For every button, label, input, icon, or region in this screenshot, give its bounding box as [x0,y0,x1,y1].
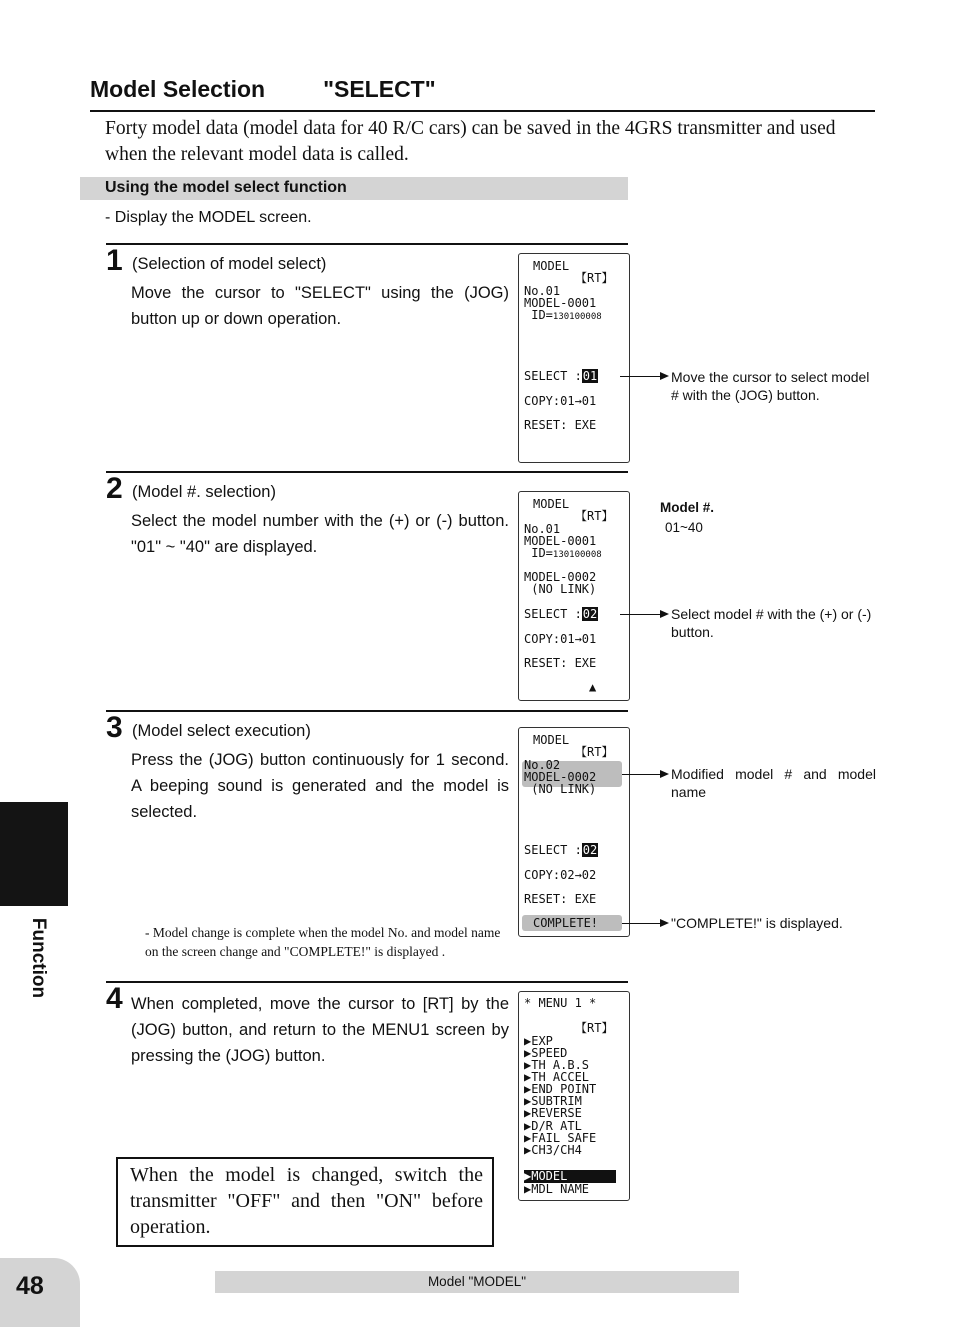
step-2-number: 2 [106,472,123,505]
lcd3-line-select [524,844,598,857]
callout-3-arrow [660,770,669,778]
lcd2-line-model: MODEL [533,497,570,511]
callout-2-text: Select model # with the (+) or (-) button. [671,606,872,640]
lcd2-line-copy: COPY:01→01 [524,632,597,646]
callout-4-line [622,923,663,924]
lcd1-line-select [524,370,598,383]
lcd2-select-label: SELECT : [524,607,582,621]
footer-text: Model "MODEL" [427,1274,527,1289]
callout-1-text: Move the cursor to select model # with the (JOG) button. [671,369,870,403]
lcd4-menu-item-fail-safe: ▶FAIL SAFE [524,1131,597,1145]
lcd3-line-modelname: MODEL-0002 [524,770,597,784]
side-section-label: Function [28,917,49,999]
lcd1-select-label: SELECT : [524,369,582,383]
step-3-rule [106,710,628,712]
lcd-screen-4 [518,991,630,1201]
step-3-number: 3 [106,711,123,744]
callout-1-line [620,376,663,377]
warning-box [116,1157,494,1247]
lcd4-line-rt: 【RT】 [575,1021,614,1035]
lcd1-line-model: MODEL [533,259,570,273]
title-text: Model Selection [90,76,266,102]
callout-4-text: "COMPLETE!" is displayed. [671,915,843,931]
step-2-body: Select the model number with the (+) or (-) button. "01" ~ "40" are displayed. [131,512,509,556]
lcd2-id-label: ID= [524,546,553,560]
lcd3-line-complete: COMPLETE! [533,916,599,930]
lcd4-menu-item-speed: ▶SPEED [524,1046,568,1060]
lcd2-line-id [524,547,602,562]
lcd3-line-no: No.02 [524,758,561,772]
step-2-heading: (Model #. selection) [132,483,276,501]
section-heading: Using the model select function [105,179,347,196]
lcd3-line-reset: RESET: EXE [524,892,597,906]
lcd2-id-value: 130100008 [552,550,602,560]
lcd1-id-value: 130100008 [552,312,602,322]
lcd1-line-rt: 【RT】 [575,271,614,285]
lcd-screen-2 [518,491,630,701]
lcd1-line-no: No.01 [524,284,561,298]
lcd2-line-select [524,608,598,621]
page-number: 48 [16,1272,44,1300]
lcd1-line-copy: COPY:01→01 [524,394,597,408]
lcd-screen-1 [518,253,630,463]
lcd4-line-menu-title: * MENU 1 * [524,996,597,1010]
side-tab-marker [0,802,68,906]
warning-text: When the model is changed, switch the transmitter "OFF" and then "ON" before operation. [130,1164,483,1238]
model-number-label: Model #. [660,500,715,515]
lcd4-menu-item-end-point: ▶END POINT [524,1082,597,1096]
section-heading-bar [80,177,628,200]
lcd4-menu-item-subtrim: ▶SUBTRIM [524,1094,582,1108]
step-4-body: When completed, move the cursor to [RT] by the (JOG) button, and return to the MENU1 screen by pressing the (JOG) button. [131,995,509,1065]
callout-4-arrow [660,919,669,927]
lcd3-select-label: SELECT : [524,843,582,857]
lcd4-menu-item-ch3-ch4: ▶CH3/CH4 [524,1143,582,1157]
lcd3-line-model: MODEL [533,733,570,747]
step-4-number: 4 [106,982,123,1015]
lcd4-menu-item-reverse: ▶REVERSE [524,1106,582,1120]
lcd1-select-value: 01 [582,369,598,383]
lcd3-line-copy: COPY:02→02 [524,868,597,882]
step-1-rule [106,243,628,245]
intro-paragraph: Forty model data (model data for 40 R/C cars) can be saved in the 4GRS transmitter and used when the relevant model data is called. [105,118,836,165]
step-1-heading: (Selection of model select) [132,255,327,273]
lcd2-line-nolink: (NO LINK) [524,582,597,596]
lcd2-line-reset: RESET: EXE [524,656,597,670]
lcd1-line-reset: RESET: EXE [524,418,597,432]
lcd2-line-modelname: MODEL-0001 [524,534,597,548]
callout-2-arrow [660,610,669,618]
lcd4-menu-item-th-accel: ▶TH ACCEL [524,1070,590,1084]
title-underline [90,110,875,112]
lcd2-line-model2: MODEL-0002 [524,570,597,584]
step-2-rule [106,471,628,473]
lcd3-select-value: 02 [582,843,598,857]
step-1-body: Move the cursor to "SELECT" using the (JOG) button up or down operation. [131,284,509,328]
lcd3-line-nolink: (NO LINK) [524,782,597,796]
step-1-number: 1 [106,244,123,277]
step-4-rule [106,981,628,983]
page-number-badge [0,1258,80,1327]
lcd4-menu-item-exp: ▶EXP [524,1034,553,1048]
lcd2-select-value: 02 [582,607,598,621]
lcd2-line-no: No.01 [524,522,561,536]
step-3-heading: (Model select execution) [132,722,311,740]
model-number-range: 01~40 [665,520,703,535]
callout-3-line [622,774,663,775]
callout-1-arrow [660,372,669,380]
title-select-keyword: "SELECT" [323,76,436,102]
lcd4-menu-item-dr-atl: ▶D/R ATL [524,1119,582,1133]
callout-2-line [620,614,663,615]
footer-bar [215,1271,739,1293]
lcd4-menu-item-th-abs: ▶TH A.B.S [524,1058,590,1072]
lcd4-menu-item-model-selected: ▶MODEL [524,1170,616,1183]
lcd2-scroll-mark-icon: ▲ [589,680,597,694]
lcd3-line-rt: 【RT】 [575,745,614,759]
display-note: - Display the MODEL screen. [105,209,312,226]
lcd2-line-rt: 【RT】 [575,509,614,523]
lcd1-line-id [524,309,602,324]
lcd4-menu-item-mdl-name: ▶MDL NAME [524,1182,590,1196]
step-3-note: - Model change is complete when the model No. and model name on the screen change and "COMPLETE!" is displayed . [145,925,501,959]
page-title [90,76,436,103]
callout-3-text: Modified model # and model name [671,766,876,800]
lcd1-id-label: ID= [524,308,553,322]
step-3-body: Press the (JOG) button continuously for 1 second. A beeping sound is generated and the model is selected. [131,751,509,821]
lcd-screen-3 [518,727,630,937]
lcd1-line-modelname: MODEL-0001 [524,296,597,310]
